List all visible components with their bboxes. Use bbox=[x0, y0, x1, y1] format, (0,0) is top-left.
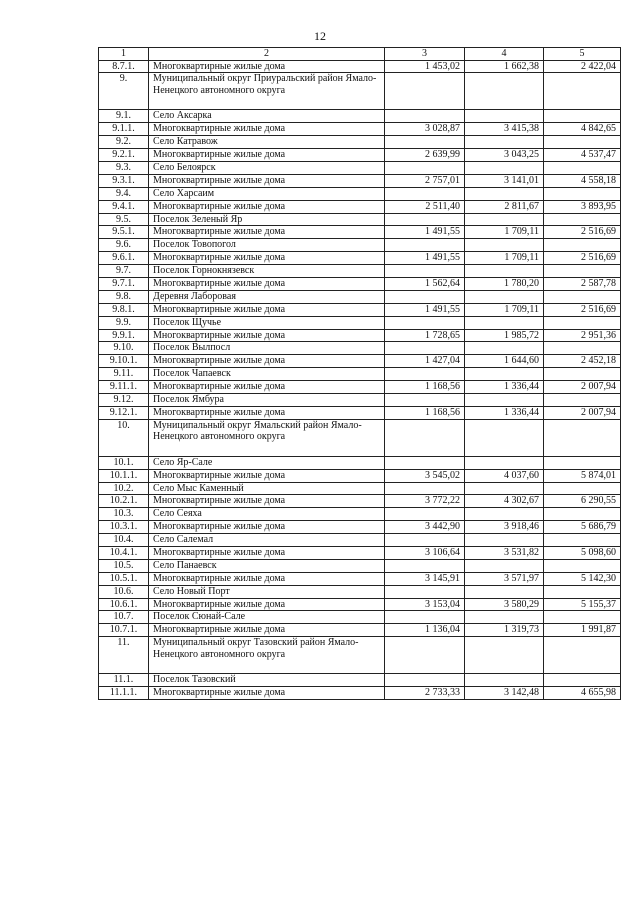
row-value-col3: 1 491,55 bbox=[385, 303, 465, 316]
table-row bbox=[99, 368, 621, 381]
row-value-col4: 2 811,67 bbox=[465, 200, 544, 213]
row-code: 10.2.1. bbox=[99, 495, 149, 508]
table-row bbox=[99, 316, 621, 329]
row-value-col3: 3 106,64 bbox=[385, 547, 465, 560]
table-row bbox=[99, 290, 621, 303]
row-value-col4: 3 580,29 bbox=[465, 598, 544, 611]
row-code: 9.8. bbox=[99, 290, 149, 303]
row-value-col5 bbox=[544, 290, 621, 303]
table-row bbox=[99, 572, 621, 585]
row-value-col5: 6 290,55 bbox=[544, 495, 621, 508]
row-value-col4: 3 141,01 bbox=[465, 174, 544, 187]
row-code: 9.4.1. bbox=[99, 200, 149, 213]
table-row bbox=[99, 521, 621, 534]
row-value-col4 bbox=[465, 637, 544, 674]
row-code: 10. bbox=[99, 419, 149, 456]
row-name: Село Аксарка bbox=[149, 110, 385, 123]
table-row bbox=[99, 585, 621, 598]
table-row bbox=[99, 200, 621, 213]
row-name: Многоквартирные жилые дома bbox=[149, 406, 385, 419]
row-value-col3: 1 491,55 bbox=[385, 252, 465, 265]
row-code: 10.6. bbox=[99, 585, 149, 598]
row-value-col4 bbox=[465, 161, 544, 174]
row-code: 11. bbox=[99, 637, 149, 674]
row-value-col3: 1 168,56 bbox=[385, 406, 465, 419]
row-value-col5 bbox=[544, 342, 621, 355]
row-value-col4: 3 142,48 bbox=[465, 687, 544, 700]
row-value-col4: 1 985,72 bbox=[465, 329, 544, 342]
row-value-col5: 4 655,98 bbox=[544, 687, 621, 700]
row-name: Многоквартирные жилые дома bbox=[149, 381, 385, 394]
row-code: 9.11. bbox=[99, 368, 149, 381]
table-row bbox=[99, 469, 621, 482]
table-row bbox=[99, 624, 621, 637]
row-code: 9.2.1. bbox=[99, 149, 149, 162]
row-name: Многоквартирные жилые дома bbox=[149, 277, 385, 290]
row-value-col3: 3 772,22 bbox=[385, 495, 465, 508]
row-value-col3: 2 511,40 bbox=[385, 200, 465, 213]
row-value-col4 bbox=[465, 342, 544, 355]
header-row bbox=[99, 48, 621, 61]
row-value-col3 bbox=[385, 559, 465, 572]
row-value-col4: 1 780,20 bbox=[465, 277, 544, 290]
row-name: Многоквартирные жилые дома bbox=[149, 200, 385, 213]
table-row bbox=[99, 161, 621, 174]
table-row bbox=[99, 239, 621, 252]
row-value-col5: 2 007,94 bbox=[544, 406, 621, 419]
table-row bbox=[99, 265, 621, 278]
table-row bbox=[99, 60, 621, 73]
row-value-col4: 1 336,44 bbox=[465, 381, 544, 394]
row-value-col3 bbox=[385, 290, 465, 303]
table-row bbox=[99, 303, 621, 316]
header-col-2: 2 bbox=[149, 48, 385, 61]
row-name: Село Яр-Сале bbox=[149, 456, 385, 469]
row-name: Многоквартирные жилые дома bbox=[149, 495, 385, 508]
row-value-col5: 1 991,87 bbox=[544, 624, 621, 637]
row-code: 9.2. bbox=[99, 136, 149, 149]
row-value-col4: 3 531,82 bbox=[465, 547, 544, 560]
row-name: Многоквартирные жилые дома bbox=[149, 174, 385, 187]
table-row bbox=[99, 277, 621, 290]
row-code: 10.4.1. bbox=[99, 547, 149, 560]
row-value-col5: 2 516,69 bbox=[544, 303, 621, 316]
table-row bbox=[99, 329, 621, 342]
table-row bbox=[99, 508, 621, 521]
row-value-col3 bbox=[385, 187, 465, 200]
table-row bbox=[99, 611, 621, 624]
row-name: Многоквартирные жилые дома bbox=[149, 355, 385, 368]
row-value-col5: 5 155,37 bbox=[544, 598, 621, 611]
row-value-col5 bbox=[544, 508, 621, 521]
row-value-col5 bbox=[544, 559, 621, 572]
row-code: 10.5. bbox=[99, 559, 149, 572]
row-value-col3 bbox=[385, 73, 465, 110]
table-row bbox=[99, 393, 621, 406]
row-value-col5 bbox=[544, 393, 621, 406]
row-code: 9.6.1. bbox=[99, 252, 149, 265]
row-value-col4: 1 709,11 bbox=[465, 226, 544, 239]
table-row bbox=[99, 213, 621, 226]
table-body bbox=[99, 60, 621, 700]
row-value-col5: 5 686,79 bbox=[544, 521, 621, 534]
row-value-col5: 4 537,47 bbox=[544, 149, 621, 162]
row-code: 9.3.1. bbox=[99, 174, 149, 187]
row-name: Село Новый Порт bbox=[149, 585, 385, 598]
row-value-col3: 2 639,99 bbox=[385, 149, 465, 162]
row-name: Многоквартирные жилые дома bbox=[149, 226, 385, 239]
row-value-col3: 1 427,04 bbox=[385, 355, 465, 368]
table-row bbox=[99, 559, 621, 572]
tariff-table bbox=[98, 47, 621, 700]
table-row bbox=[99, 342, 621, 355]
row-value-col3: 3 028,87 bbox=[385, 123, 465, 136]
row-code: 9.1. bbox=[99, 110, 149, 123]
row-value-col5 bbox=[544, 239, 621, 252]
table-row bbox=[99, 406, 621, 419]
row-code: 9.3. bbox=[99, 161, 149, 174]
table-row bbox=[99, 547, 621, 560]
row-name: Многоквартирные жилые дома bbox=[149, 60, 385, 73]
row-value-col5 bbox=[544, 316, 621, 329]
row-value-col5: 5 874,01 bbox=[544, 469, 621, 482]
row-value-col3 bbox=[385, 674, 465, 687]
row-value-col3: 3 545,02 bbox=[385, 469, 465, 482]
header-col-4: 4 bbox=[465, 48, 544, 61]
table-row bbox=[99, 226, 621, 239]
row-name: Село Панаевск bbox=[149, 559, 385, 572]
row-value-col4 bbox=[465, 508, 544, 521]
row-value-col3 bbox=[385, 342, 465, 355]
row-code: 9.5.1. bbox=[99, 226, 149, 239]
row-value-col5 bbox=[544, 534, 621, 547]
row-value-col3: 2 757,01 bbox=[385, 174, 465, 187]
row-code: 9.6. bbox=[99, 239, 149, 252]
row-value-col5 bbox=[544, 585, 621, 598]
table-row bbox=[99, 136, 621, 149]
row-value-col4: 3 043,25 bbox=[465, 149, 544, 162]
row-value-col5 bbox=[544, 674, 621, 687]
row-value-col3: 2 733,33 bbox=[385, 687, 465, 700]
row-name: Село Сеяха bbox=[149, 508, 385, 521]
row-name: Многоквартирные жилые дома bbox=[149, 547, 385, 560]
table-row bbox=[99, 598, 621, 611]
row-value-col3 bbox=[385, 213, 465, 226]
row-value-col5 bbox=[544, 136, 621, 149]
row-value-col4: 1 709,11 bbox=[465, 252, 544, 265]
row-value-col4 bbox=[465, 419, 544, 456]
row-code: 9.7.1. bbox=[99, 277, 149, 290]
row-value-col3: 3 145,91 bbox=[385, 572, 465, 585]
row-value-col3: 3 153,04 bbox=[385, 598, 465, 611]
row-name: Многоквартирные жилые дома bbox=[149, 687, 385, 700]
row-value-col5 bbox=[544, 161, 621, 174]
row-value-col4 bbox=[465, 456, 544, 469]
table-row bbox=[99, 637, 621, 674]
row-value-col5: 2 516,69 bbox=[544, 226, 621, 239]
row-value-col4 bbox=[465, 239, 544, 252]
row-value-col5: 2 007,94 bbox=[544, 381, 621, 394]
row-value-col4: 3 918,46 bbox=[465, 521, 544, 534]
table-row bbox=[99, 73, 621, 110]
table-row bbox=[99, 482, 621, 495]
row-value-col3 bbox=[385, 482, 465, 495]
row-value-col5 bbox=[544, 110, 621, 123]
row-value-col5 bbox=[544, 419, 621, 456]
row-code: 9.12. bbox=[99, 393, 149, 406]
table-row bbox=[99, 456, 621, 469]
table-header bbox=[99, 48, 621, 61]
row-code: 9.12.1. bbox=[99, 406, 149, 419]
row-value-col4 bbox=[465, 368, 544, 381]
row-value-col3 bbox=[385, 265, 465, 278]
table-row bbox=[99, 110, 621, 123]
table-row bbox=[99, 381, 621, 394]
row-value-col4 bbox=[465, 290, 544, 303]
row-value-col5: 5 142,30 bbox=[544, 572, 621, 585]
row-name: Село Катравож bbox=[149, 136, 385, 149]
table-row bbox=[99, 149, 621, 162]
table-row bbox=[99, 687, 621, 700]
row-code: 9.7. bbox=[99, 265, 149, 278]
row-code: 9.11.1. bbox=[99, 381, 149, 394]
row-name: Многоквартирные жилые дома bbox=[149, 123, 385, 136]
row-code: 10.3. bbox=[99, 508, 149, 521]
row-value-col4 bbox=[465, 611, 544, 624]
row-name: Муниципальный округ Тазовский район Ямало-Ненецкого автономного округа bbox=[149, 637, 385, 674]
row-value-col4 bbox=[465, 559, 544, 572]
row-value-col4 bbox=[465, 187, 544, 200]
row-name: Многоквартирные жилые дома bbox=[149, 329, 385, 342]
table-row bbox=[99, 174, 621, 187]
row-name: Поселок Тазовский bbox=[149, 674, 385, 687]
row-value-col4: 3 571,97 bbox=[465, 572, 544, 585]
row-value-col3: 1 453,02 bbox=[385, 60, 465, 73]
row-name: Муниципальный округ Ямальский район Ямало-Ненецкого автономного округа bbox=[149, 419, 385, 456]
row-code: 10.7. bbox=[99, 611, 149, 624]
row-value-col4: 3 415,38 bbox=[465, 123, 544, 136]
row-name: Село Салемал bbox=[149, 534, 385, 547]
row-code: 10.2. bbox=[99, 482, 149, 495]
row-value-col4 bbox=[465, 110, 544, 123]
row-value-col3 bbox=[385, 534, 465, 547]
row-value-col3: 1 168,56 bbox=[385, 381, 465, 394]
row-name: Село Белоярск bbox=[149, 161, 385, 174]
row-name: Многоквартирные жилые дома bbox=[149, 469, 385, 482]
row-name: Многоквартирные жилые дома bbox=[149, 598, 385, 611]
row-value-col4 bbox=[465, 534, 544, 547]
row-value-col5 bbox=[544, 73, 621, 110]
row-code: 10.6.1. bbox=[99, 598, 149, 611]
row-value-col5 bbox=[544, 611, 621, 624]
row-name: Многоквартирные жилые дома bbox=[149, 303, 385, 316]
row-value-col3: 1 136,04 bbox=[385, 624, 465, 637]
header-col-1: 1 bbox=[99, 48, 149, 61]
row-code: 9.4. bbox=[99, 187, 149, 200]
row-code: 9.9.1. bbox=[99, 329, 149, 342]
row-code: 10.7.1. bbox=[99, 624, 149, 637]
row-value-col5 bbox=[544, 456, 621, 469]
row-value-col5 bbox=[544, 213, 621, 226]
row-value-col4 bbox=[465, 73, 544, 110]
row-value-col3 bbox=[385, 637, 465, 674]
row-value-col4 bbox=[465, 213, 544, 226]
row-value-col5: 5 098,60 bbox=[544, 547, 621, 560]
row-code: 10.3.1. bbox=[99, 521, 149, 534]
header-col-5: 5 bbox=[544, 48, 621, 61]
table-row bbox=[99, 419, 621, 456]
row-value-col5: 2 452,18 bbox=[544, 355, 621, 368]
row-value-col5: 2 516,69 bbox=[544, 252, 621, 265]
table-row bbox=[99, 674, 621, 687]
table-row bbox=[99, 534, 621, 547]
row-value-col4: 1 336,44 bbox=[465, 406, 544, 419]
row-code: 9.10. bbox=[99, 342, 149, 355]
table-row bbox=[99, 355, 621, 368]
table-row bbox=[99, 123, 621, 136]
row-code: 10.5.1. bbox=[99, 572, 149, 585]
row-value-col3 bbox=[385, 456, 465, 469]
row-value-col3: 1 728,65 bbox=[385, 329, 465, 342]
row-value-col3 bbox=[385, 110, 465, 123]
row-code: 9.9. bbox=[99, 316, 149, 329]
row-value-col5: 2 951,36 bbox=[544, 329, 621, 342]
row-name: Муниципальный округ Приуральский район Ямало-Ненецкого автономного округа bbox=[149, 73, 385, 110]
row-code: 11.1.1. bbox=[99, 687, 149, 700]
row-value-col4: 1 709,11 bbox=[465, 303, 544, 316]
row-name: Деревня Лаборовая bbox=[149, 290, 385, 303]
row-value-col4 bbox=[465, 482, 544, 495]
row-code: 10.4. bbox=[99, 534, 149, 547]
row-name: Поселок Щучье bbox=[149, 316, 385, 329]
row-name: Поселок Зеленый Яр bbox=[149, 213, 385, 226]
row-value-col3 bbox=[385, 611, 465, 624]
row-name: Многоквартирные жилые дома bbox=[149, 252, 385, 265]
row-value-col4: 4 302,67 bbox=[465, 495, 544, 508]
row-name: Село Харсаим bbox=[149, 187, 385, 200]
row-name: Поселок Чапаевск bbox=[149, 368, 385, 381]
row-value-col3 bbox=[385, 508, 465, 521]
row-value-col3 bbox=[385, 136, 465, 149]
row-value-col4 bbox=[465, 585, 544, 598]
row-value-col5: 4 558,18 bbox=[544, 174, 621, 187]
table-row bbox=[99, 252, 621, 265]
page-number: 12 bbox=[314, 29, 326, 43]
row-name: Поселок Сюнай-Сале bbox=[149, 611, 385, 624]
row-code: 9.10.1. bbox=[99, 355, 149, 368]
row-name: Многоквартирные жилые дома bbox=[149, 521, 385, 534]
row-value-col4: 4 037,60 bbox=[465, 469, 544, 482]
row-value-col5 bbox=[544, 187, 621, 200]
row-name: Многоквартирные жилые дома bbox=[149, 624, 385, 637]
row-value-col5 bbox=[544, 265, 621, 278]
row-name: Село Мыс Каменный bbox=[149, 482, 385, 495]
row-code: 10.1.1. bbox=[99, 469, 149, 482]
row-value-col3 bbox=[385, 368, 465, 381]
row-value-col3 bbox=[385, 239, 465, 252]
row-value-col3: 1 562,64 bbox=[385, 277, 465, 290]
row-name: Поселок Товопогол bbox=[149, 239, 385, 252]
row-value-col5: 2 422,04 bbox=[544, 60, 621, 73]
header-col-3: 3 bbox=[385, 48, 465, 61]
row-value-col4 bbox=[465, 393, 544, 406]
row-value-col3: 3 442,90 bbox=[385, 521, 465, 534]
row-value-col3 bbox=[385, 585, 465, 598]
row-name: Поселок Горнокнязевск bbox=[149, 265, 385, 278]
row-value-col5 bbox=[544, 482, 621, 495]
row-value-col3 bbox=[385, 316, 465, 329]
row-code: 9. bbox=[99, 73, 149, 110]
row-name: Поселок Вылпосл bbox=[149, 342, 385, 355]
row-code: 9.8.1. bbox=[99, 303, 149, 316]
table-row bbox=[99, 187, 621, 200]
row-value-col5: 4 842,65 bbox=[544, 123, 621, 136]
row-value-col4 bbox=[465, 674, 544, 687]
row-code: 11.1. bbox=[99, 674, 149, 687]
row-value-col3 bbox=[385, 161, 465, 174]
row-value-col4 bbox=[465, 265, 544, 278]
row-value-col4 bbox=[465, 136, 544, 149]
row-value-col5: 2 587,78 bbox=[544, 277, 621, 290]
row-code: 9.1.1. bbox=[99, 123, 149, 136]
row-value-col4 bbox=[465, 316, 544, 329]
row-value-col5 bbox=[544, 368, 621, 381]
row-value-col5 bbox=[544, 637, 621, 674]
row-value-col3 bbox=[385, 393, 465, 406]
row-value-col3 bbox=[385, 419, 465, 456]
row-name: Многоквартирные жилые дома bbox=[149, 149, 385, 162]
row-code: 9.5. bbox=[99, 213, 149, 226]
row-value-col4: 1 662,38 bbox=[465, 60, 544, 73]
row-code: 10.1. bbox=[99, 456, 149, 469]
row-value-col4: 1 644,60 bbox=[465, 355, 544, 368]
row-name: Многоквартирные жилые дома bbox=[149, 572, 385, 585]
row-name: Поселок Ямбура bbox=[149, 393, 385, 406]
row-value-col5: 3 893,95 bbox=[544, 200, 621, 213]
row-code: 8.7.1. bbox=[99, 60, 149, 73]
row-value-col3: 1 491,55 bbox=[385, 226, 465, 239]
row-value-col4: 1 319,73 bbox=[465, 624, 544, 637]
table-row bbox=[99, 495, 621, 508]
